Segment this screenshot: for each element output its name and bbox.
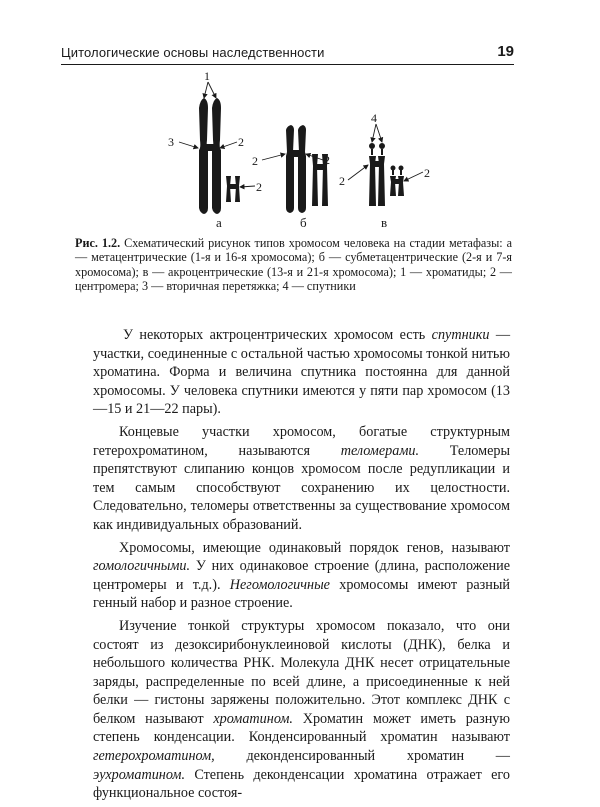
acrocentric-chromosome-small: [390, 166, 404, 197]
callout-4: 4: [371, 111, 377, 125]
page-header: [61, 42, 514, 65]
chromosome-figure: [160, 68, 460, 238]
running-title: Цитологические основы наследственности: [61, 45, 325, 60]
paragraph: У некоторых актроцентрических хромосом есть спутники — участки, соединенные с остальной частью хромосомы тонкой нитью хроматина. Форма и величина спутника постоянна для данной хромосомы. У человека спутники имеются у пяти пар хромосом (13—15 и 21—22 пары).: [93, 327, 510, 418]
callout-2: 2: [424, 166, 430, 180]
panel-label-a: а: [216, 215, 222, 230]
callout-3: 3: [168, 135, 174, 149]
figure-caption: [75, 236, 512, 294]
body-text: [93, 326, 510, 807]
chromosome-diagram: [160, 68, 460, 238]
page-number: 19: [497, 43, 514, 60]
caption-label: Рис. 1.2.: [75, 236, 121, 250]
callout-1: 1: [204, 69, 210, 83]
paragraph: Концевые участки хромосом, богатые структурным гетерохроматином, называются теломерами. Теломеры препятствуют слипанию концов хромосом после редупликации и тем самым способствуют сохранению их целостности. Следовательно, теломеры ответственны за существование хромосом как индивидуальных образований.: [93, 423, 510, 533]
panel-label-b: б: [300, 215, 307, 230]
metacentric-chromosome-large: [199, 98, 221, 214]
callout-2: 2: [252, 154, 258, 168]
paragraph: Хромосомы, имеющие одинаковый порядок генов, называют гомологичными. У них одинаковое строение (длина, расположение центромеры и т.д.). Негомологичные хромосомы имеют разный генный набор и разное строение.: [93, 539, 511, 612]
callout-2: 2: [238, 135, 244, 149]
panel-label-v: в: [381, 215, 388, 230]
callout-2: 2: [339, 174, 345, 188]
metacentric-chromosome-small: [226, 176, 240, 202]
callout-2: 2: [256, 180, 262, 194]
callout-2: 2: [324, 153, 330, 167]
acrocentric-chromosome-large: [369, 143, 385, 206]
caption-text: Схематический рисунок типов хромосом человека на стадии метафазы: а — метацентрические (1-я и 16-я хромосома); б — субметацентрические (2-я и 7-я хромосома); в — акроцентрические (13-я и 21-я хромосома); 1 — хроматиды; 2 — центромера; 3 — вторичная перетяжка; 4 — спутники: [75, 236, 512, 294]
paragraph: Изучение тонкой структуры хромосом показало, что они состоят из дезоксирибонуклеиновой кислоты (ДНК), белка и небольшого количества РНК. Молекула ДНК несет отрицательные заряды, распределенные по всей длине, а присоединенные к ней белки — гистоны заряжены положительно. Этот комплекс ДНК с белком называют хроматином. Хроматин может иметь разную степень конденсации. Конденсированный хроматин называют гетерохроматином, деконденсированный хроматин — эухроматином. Степень деконденсации хроматина отражает его функциональное состоя-: [93, 617, 510, 802]
submetacentric-chromosome-large: [286, 125, 306, 213]
